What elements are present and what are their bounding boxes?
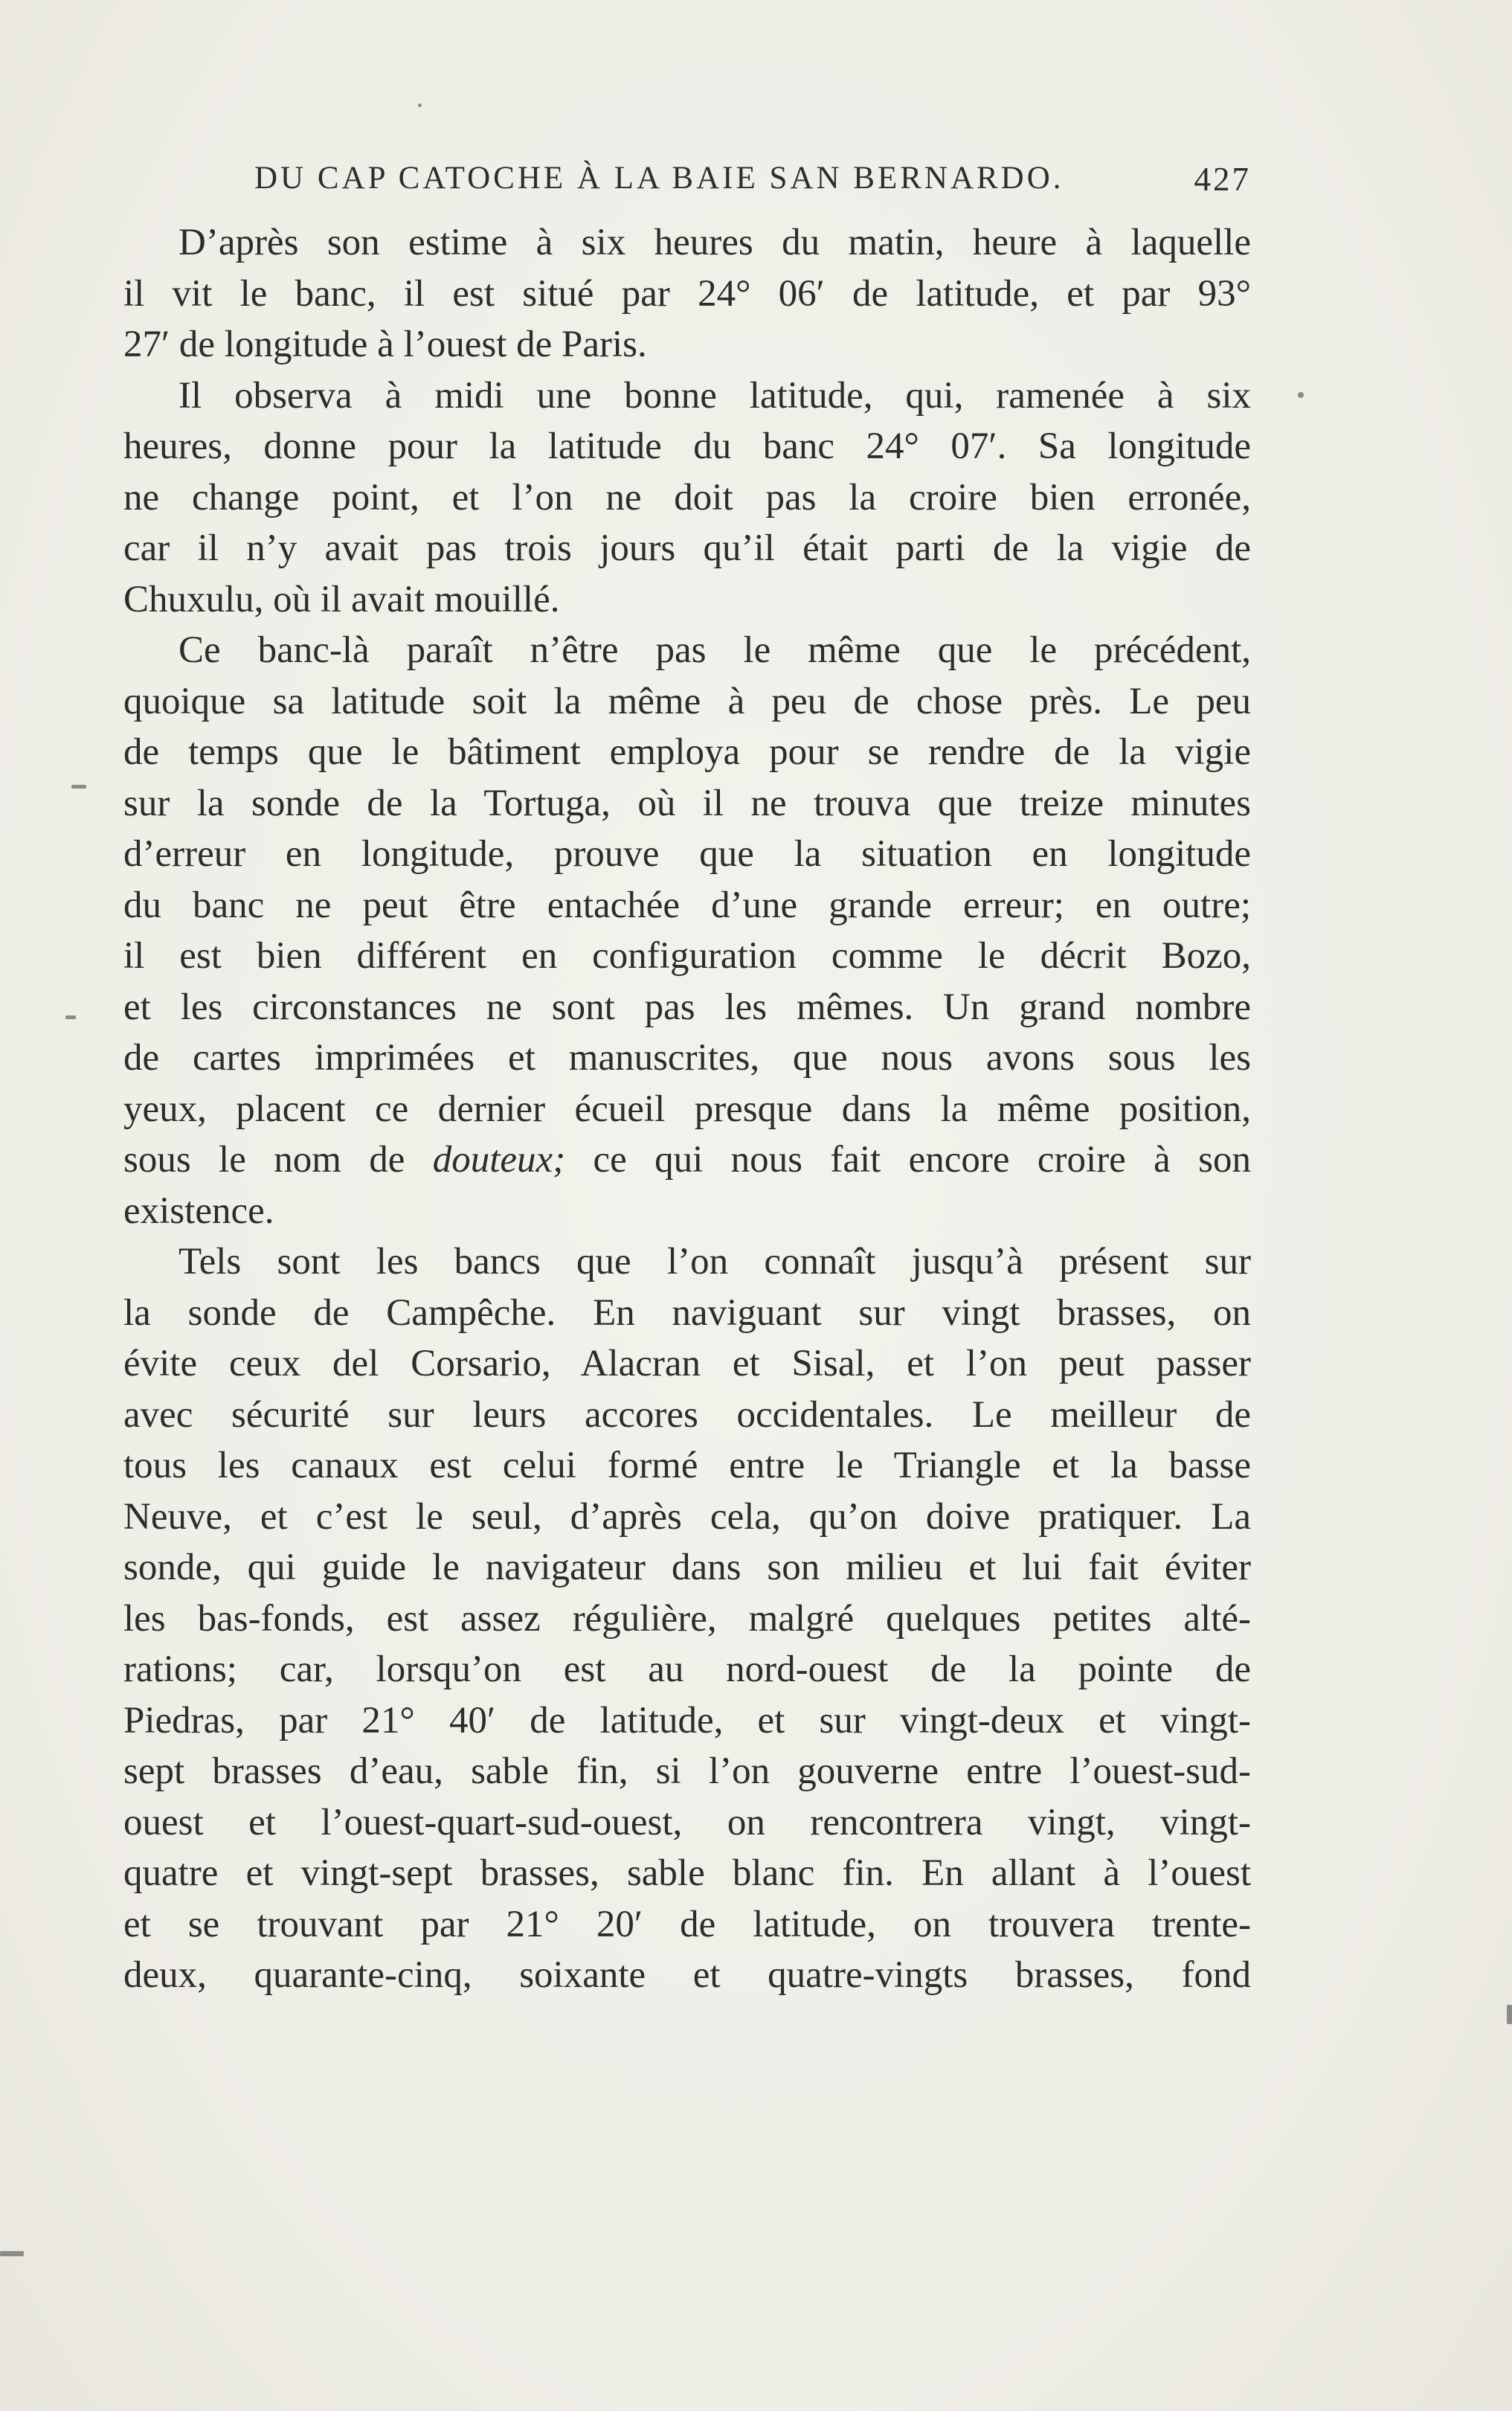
- text-line: d’erreur en longitude, prouve que la situation en longitude: [123, 833, 1251, 875]
- text-line: heures, donne pour la latitude du banc 24° 07′. Sa longitude: [123, 426, 1251, 467]
- text-line: Piedras, par 21° 40′ de latitude, et sur vingt-deux et vingt-: [123, 1699, 1251, 1741]
- text-line-with-italic: [123, 1134, 1251, 1186]
- text-line: Ce banc-là paraît n’être pas le même que le précédent,: [178, 629, 1251, 671]
- text-segment: ce qui nous fait encore croire à son: [593, 1139, 1251, 1181]
- running-title: DU CAP CATOCHE À LA BAIE SAN BERNARDO.: [254, 161, 1064, 196]
- text-line: 27′ de longitude à l’ouest de Paris.: [123, 324, 647, 365]
- text-line: tous les canaux est celui formé entre le Triangle et la basse: [123, 1445, 1251, 1486]
- text-line: la sonde de Campêche. En naviguant sur vingt brasses, on: [123, 1291, 1251, 1334]
- text-line: sept brasses d’eau, sable fin, si l’on gouverne entre l’ouest-sud-: [123, 1750, 1251, 1792]
- paper-speck: [1298, 392, 1304, 398]
- text-line: et se trouvant par 21° 20′ de latitude, on trouvera trente-: [123, 1903, 1251, 1945]
- text-line: de cartes imprimées et manuscrites, que nous avons sous les: [123, 1037, 1251, 1079]
- text-line: ne change point, et l’on ne doit pas la croire bien erronée,: [123, 476, 1251, 519]
- text-line: Neuve, et c’est le seul, d’après cela, qu’on doive pratiquer. La: [123, 1495, 1251, 1538]
- text-line: il vit le banc, il est situé par 24° 06′ de latitude, et par 93°: [123, 272, 1251, 315]
- paper-speck: [65, 1015, 76, 1019]
- text-line: sonde, qui guide le navigateur dans son milieu et lui fait éviter: [123, 1547, 1251, 1588]
- text-line: Tels sont les bancs que l’on connaît jusqu’à présent sur: [178, 1241, 1251, 1282]
- text-line: il est bien différent en configuration comme le décrit Bozo,: [123, 935, 1251, 977]
- paper-speck: [71, 785, 86, 789]
- text-line: car il n’y avait pas trois jours qu’il était parti de la vigie de: [123, 527, 1251, 569]
- text-line: existence.: [123, 1190, 274, 1232]
- text-line: évite ceux del Corsario, Alacran et Sisal, et l’on peut passer: [123, 1343, 1251, 1384]
- text-line: du banc ne peut être entachée d’une grande erreur; en outre;: [123, 884, 1251, 926]
- text-line: deux, quarante-cinq, soixante et quatre-vingts brasses, fond: [123, 1954, 1251, 1996]
- paper-speck: [418, 103, 422, 107]
- text-line: quoique sa latitude soit la même à peu de chose près. Le peu: [123, 680, 1251, 722]
- italic-word: douteux;: [432, 1139, 566, 1181]
- text-line: et les circonstances ne sont pas les mêmes. Un grand nombre: [123, 986, 1251, 1028]
- page-number: 427: [1194, 161, 1251, 198]
- text-line: les bas-fonds, est assez régulière, malgré quelques petites alté-: [123, 1597, 1251, 1640]
- body-text: [123, 217, 1251, 2001]
- text-line: avec sécurité sur leurs accores occidentales. Le meilleur de: [123, 1393, 1251, 1436]
- text-line: D’après son estime à six heures du matin, heure à laquelle: [178, 222, 1251, 263]
- text-line: de temps que le bâtiment employa pour se rendre de la vigie: [123, 731, 1251, 773]
- text-segment: sous le nom de: [123, 1139, 405, 1181]
- text-line: rations; car, lorsqu’on est au nord-ouest de la pointe de: [123, 1648, 1251, 1690]
- text-line: quatre et vingt-sept brasses, sable blanc fin. En allant à l’ouest: [123, 1852, 1251, 1894]
- running-head: [254, 160, 1251, 205]
- text-line: yeux, placent ce dernier écueil presque dans la même position,: [123, 1088, 1251, 1130]
- paper-speck: [1507, 2005, 1512, 2024]
- paper-speck: [0, 2251, 24, 2256]
- text-line: Il observa à midi une bonne latitude, qui, ramenée à six: [178, 374, 1251, 417]
- text-line: Chuxulu, où il avait mouillé.: [123, 578, 560, 620]
- text-line: ouest et l’ouest-quart-sud-ouest, on rencontrera vingt, vingt-: [123, 1801, 1251, 1843]
- text-line: sur la sonde de la Tortuga, où il ne trouva que treize minutes: [123, 782, 1251, 824]
